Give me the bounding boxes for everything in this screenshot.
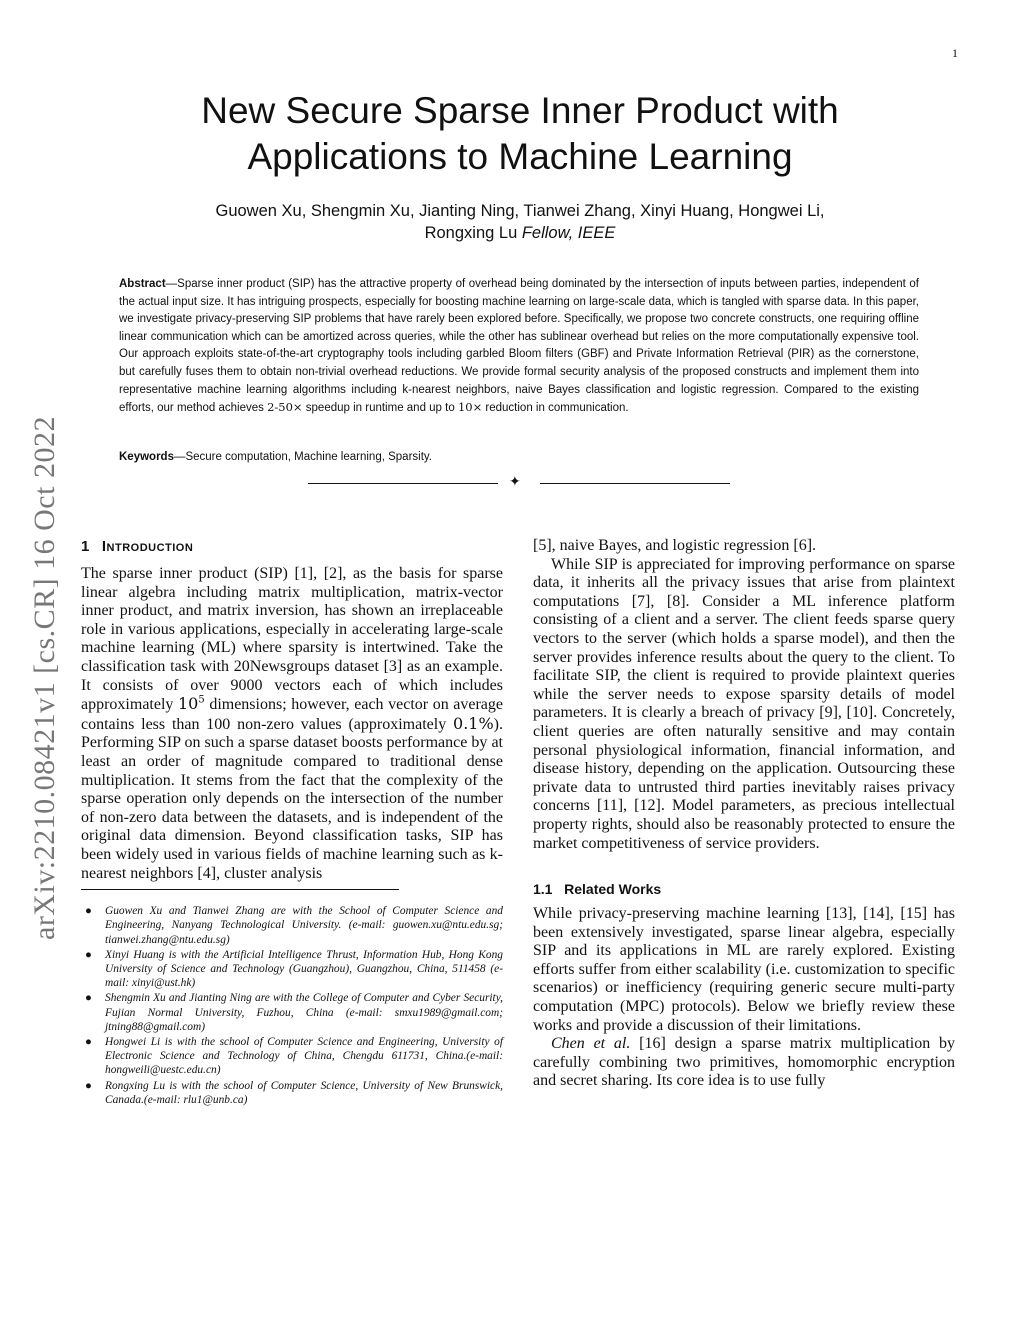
subsection-title: Related Works: [564, 881, 662, 898]
abstract-speedup: 2-50×: [267, 400, 303, 415]
section-separator: [308, 476, 730, 490]
footnote-text: Hongwei Li is with the school of Computer Science and Engineering, University of Electronic Science and Technology of China, Chengdu 611731, China.(e-mail: hongweili@uestc.edu.cn): [105, 1035, 503, 1077]
footnote-rule: [81, 889, 399, 890]
page-number: 1: [952, 46, 958, 60]
abstract-text-2: speedup in runtime and up to: [302, 402, 458, 415]
footnote-item: [81, 904, 503, 947]
intro-p1-b: dimensions; however, each vector on average contains less than 100 non-zero values (approximately: [81, 696, 503, 733]
footnote-text: Guowen Xu and Tianwei Zhang are with the School of Computer Science and Engineering, Nanyang Technological University. (e-mail: guowen.xu@ntu.edu.sg; tianwei.zhang@ntu.edu.sg): [105, 905, 503, 946]
keywords: [119, 449, 919, 465]
separator-rule-left: [308, 483, 498, 484]
abstract-text-3: reduction in communication.: [482, 402, 629, 415]
intro-paragraph-1-continued: [5], naive Bayes, and logistic regression [6].: [533, 537, 817, 554]
footnote-bullet-icon: ●: [85, 1035, 92, 1048]
left-column: [81, 537, 503, 1108]
section-title: Introduction: [101, 538, 194, 555]
footnote-bullet-icon: ●: [85, 1079, 92, 1092]
related-paragraph-2: [533, 1035, 955, 1091]
keywords-label: Keywords: [119, 451, 174, 463]
footnote-item: [81, 948, 503, 991]
paper-title: [130, 88, 910, 180]
separator-rule-right: [540, 483, 730, 484]
footnote-bullet-icon: ●: [85, 905, 92, 918]
footnote-item: [81, 991, 503, 1034]
authors-line-1: Guowen Xu, Shengmin Xu, Jianting Ning, Tianwei Zhang, Xinyi Huang, Hongwei Li,: [215, 202, 825, 220]
related-p2-author: Chen et al.: [551, 1035, 631, 1053]
abstract-label: Abstract: [119, 278, 166, 290]
footnote-text: Xinyi Huang is with the Artificial Intelligence Thrust, Information Hub, Hong Kong University of Science and Technology (Guangzhou), Guangzhou, China, 511458 (e-mail: xinyi@ust.hk): [105, 948, 503, 990]
intro-paragraph-1: [81, 565, 503, 883]
footnote-list: [81, 904, 503, 1107]
related-paragraph-1: While privacy-preserving machine learning [13], [14], [15] has been extensively investigated, sparse linear algebra, especially SIP and its applications in ML are rarely explored. Existing efforts suffer from either scalability (i.e. customization to specific scenarios) or inefficiency (requiring generic secure multi-party computation (MPC) protocols). Below we briefly review these works and provide a discussion of their limitations.: [533, 905, 955, 1034]
right-column: [533, 537, 955, 1091]
author-role: Fellow, IEEE: [521, 224, 616, 242]
footnote-item: [81, 1035, 503, 1078]
intro-p1-a: The sparse inner product (SIP) [1], [2], as the basis for sparse linear algebra including matrix multiplication, matrix-vector inner product, and matrix inversion, has shown an irreplaceable role in various applications, especially in accelerating large-scale machine learning (ML) where sparsity is intertwined. Take the classification task with 20Newsgroups dataset [3] as an example. It consists of over 9000 vectors each of which includes approximately: [81, 565, 503, 714]
intro-p1-c: ). Performing SIP on such a sparse dataset boosts performance by at least an order of magnitude compared to traditional dense multiplication. It stems from the fact that the complexity of the sparse operation only depends on the intersection of the number of non-zero data between the datasets, and is independent of the original data dimension. Beyond classification tasks, SIP has been widely used in various fields of machine learning such as k-nearest neighbors [4], cluster analysis: [81, 715, 503, 882]
title-line-2: Applications to Machine Learning: [247, 136, 793, 177]
intro-paragraph-2: While SIP is appreciated for improving performance on sparse data, it inherits all the privacy issues that arise from plaintext computations [7], [8]. Consider a ML inference platform consisting of a client and a server. The client feeds sparse query vectors to the server (which holds a sparse model), and then the server provides inference results about the query to the client. To facilitate SIP, the client is required to provide plaintext queries while the server needs to expose sparsity details of model parameters. It is clearly a breach of privacy [9], [10]. Concretely, client queries are often naturally sensitive and may contain personal physiological information, financial information, and disease history, depending on the application. Outsourcing these private data to untrusted third parties inevitably raises privacy concerns [11], [12]. Model parameters, as precious intellectual property rights, should also be reasonably protected to ensure the market competitiveness of service providers.: [533, 555, 955, 852]
intro-p1-pow-base: 10: [178, 694, 199, 714]
separator-diamond-icon: ✦: [509, 475, 521, 490]
subsection-number: 1.1: [533, 881, 553, 898]
subsection-heading-related-works: [533, 879, 955, 899]
abstract-text-1: —Sparse inner product (SIP) has the attractive property of overhead being dominated by the intersection of inputs between parties, independent of the actual input size. It has intriguing prospects, especially for boosting machine learning on large-scale data, which is tangled with sparse data. In this paper, we investigate privacy-preserving SIP problems that have rarely been explored before. Specifically, we propose two concrete constructs, one requiring offline linear communication which can be amortized across queries, while the other has sublinear overhead but relies on the more computationally expensive tool. Our approach exploits state-of-the-art cryptography tools including garbled Bloom filters (GBF) and Private Information Retrieval (PIR) as the cornerstone, but carefully fuses them to obtain non-trivial overhead reductions. We provide formal security analysis of the proposed constructs and implement them into representative machine learning algorithms including k-nearest neighbors, naive Bayes classification and logistic regression. Compared to the existing efforts, our method achieves: [119, 278, 919, 415]
abstract-reduction: 10×: [457, 400, 483, 415]
footnote-bullet-icon: ●: [85, 992, 92, 1005]
section-heading-introduction: [81, 537, 503, 557]
arxiv-stamp: arXiv:2210.08421v1 [cs.CR] 16 Oct 2022: [28, 416, 61, 940]
abstract: [119, 276, 919, 418]
intro-p1-pow-exp: 5: [198, 694, 205, 706]
footnote-text: Rongxing Lu is with the school of Computer Science, University of New Brunswick, Canada.(e-mail: rlu1@unb.ca): [105, 1079, 503, 1106]
author-list: [150, 200, 890, 244]
keywords-text: —Secure computation, Machine learning, Sparsity.: [173, 451, 432, 463]
footnote-bullet-icon: ●: [85, 948, 92, 961]
footnote-item: [81, 1079, 503, 1107]
intro-p1-percent: 0.1%: [453, 713, 494, 733]
title-line-1: New Secure Sparse Inner Product with: [201, 90, 839, 131]
footnote-text: Shengmin Xu and Jianting Ning are with the College of Computer and Cyber Security, Fujian Normal University, Fuzhou, China (e-mail: smxu1989@gmail.com; jtning88@gmail.com): [105, 992, 503, 1033]
section-number: 1: [81, 538, 90, 555]
related-p2-text: [16] design a sparse matrix multiplication by carefully combining two primitives, homomorphic encryption and secret sharing. Its core idea is to use fully: [533, 1035, 956, 1090]
author-last: Rongxing Lu: [424, 224, 518, 242]
